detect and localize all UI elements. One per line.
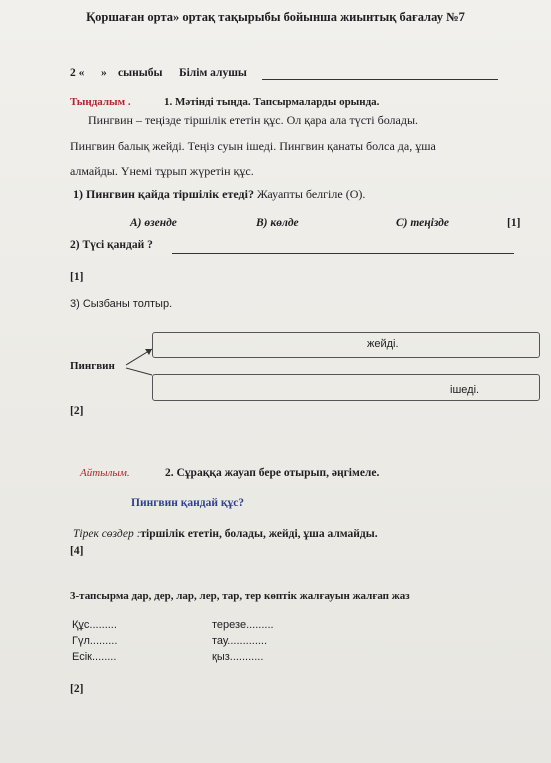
score-task3: [2] bbox=[70, 683, 84, 695]
question-1-rest: Жауапты белгіле (О). bbox=[253, 187, 366, 201]
listening-task: 1. Мәтінді тыңда. Тапсырмаларды орында. bbox=[164, 96, 380, 108]
task3-left-item[interactable]: Гүл......... bbox=[72, 635, 118, 647]
student-name-line[interactable] bbox=[262, 79, 498, 80]
score-q2: [1] bbox=[70, 271, 84, 283]
support-words-line bbox=[73, 528, 378, 540]
task3-right-item[interactable]: терезе......... bbox=[212, 619, 274, 631]
class-number-close: » bbox=[101, 67, 107, 79]
question-2: 2) Түсі қандай ? bbox=[70, 239, 153, 251]
support-words: тіршілік ететін, болады, жейді, ұша алмайды. bbox=[140, 528, 378, 540]
arrow-line-bottom bbox=[126, 368, 152, 375]
listening-label: Тыңдалым . bbox=[70, 96, 131, 108]
support-label: Тірек сөздер : bbox=[73, 528, 141, 540]
question-1-bold: 1) Пингвин қайда тіршілік етеді? bbox=[73, 187, 254, 201]
text-line: алмайды. Үнемі тұрып жүретін құс. bbox=[70, 164, 254, 178]
arrow-head-top bbox=[145, 349, 152, 355]
diagram-bottom-text: ішеді. bbox=[450, 384, 480, 396]
task3-left-item[interactable]: Құс......... bbox=[72, 619, 117, 631]
diagram-top-text: жейді. bbox=[367, 338, 399, 350]
score-speaking: [4] bbox=[70, 545, 84, 557]
class-label: сыныбы bbox=[118, 67, 163, 79]
answer-line-q2[interactable] bbox=[172, 253, 514, 254]
question-3: 3) Сызбаны толтыр. bbox=[70, 298, 173, 310]
score-q3: [2] bbox=[70, 405, 84, 417]
option-a[interactable]: А) өзенде bbox=[130, 217, 177, 229]
task3-left-item[interactable]: Есік........ bbox=[72, 651, 117, 663]
text-line: Пингвин балық жейді. Теңіз суын ішеді. Пингвин қанаты болса да, ұша bbox=[70, 139, 436, 153]
student-label: Білім алушы bbox=[179, 67, 247, 79]
option-c[interactable]: С) теңізде bbox=[396, 217, 449, 229]
score-q1: [1] bbox=[507, 217, 521, 229]
diagram-box-top[interactable] bbox=[152, 332, 540, 358]
task3-right-item[interactable]: қыз........... bbox=[212, 651, 264, 663]
speaking-question: Пингвин қандай құс? bbox=[131, 497, 245, 509]
task3-heading: 3-тапсырма дар, дер, лар, лер, тар, тер көптік жалғауын жалғап жаз bbox=[70, 590, 410, 602]
question-1 bbox=[73, 187, 365, 202]
option-b[interactable]: В) көлде bbox=[256, 217, 299, 229]
speaking-label: Айтылым. bbox=[80, 467, 130, 479]
text-line: Пингвин – теңізде тіршілік ететін құс. Ол қара ала түсті болады. bbox=[88, 113, 419, 127]
task3-right-item[interactable]: тау............. bbox=[212, 635, 268, 647]
diagram-box-bottom[interactable] bbox=[152, 374, 540, 401]
diagram-center-label: Пингвин bbox=[70, 360, 115, 372]
speaking-task: 2. Сұраққа жауап бере отырып, әңгімеле. bbox=[165, 467, 380, 479]
class-number-open: 2 « bbox=[70, 67, 85, 79]
worksheet-title: Қоршаған орта» ортақ тақырыбы бойынша жиынтық бағалау №7 bbox=[86, 10, 465, 24]
